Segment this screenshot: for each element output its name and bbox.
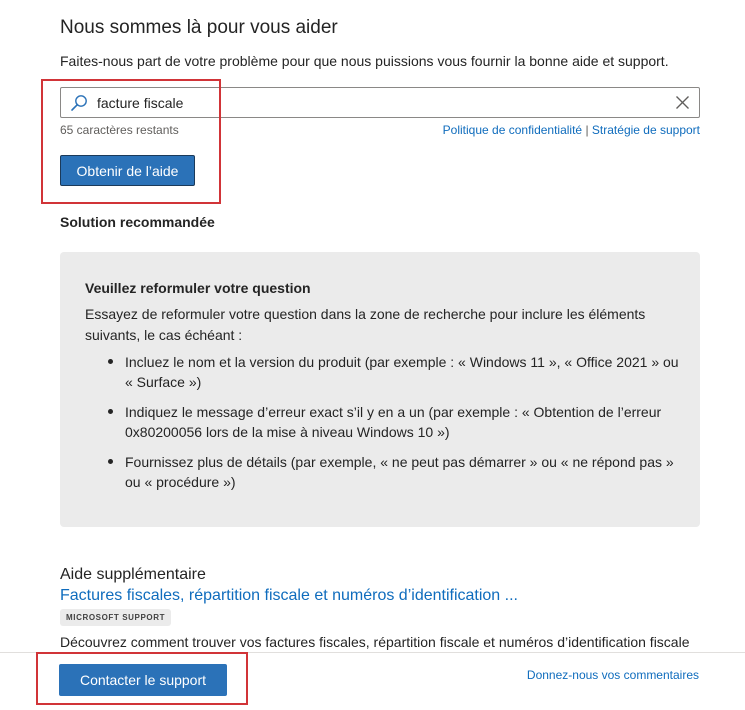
suggestion-list bbox=[85, 352, 685, 502]
list-item: Fournissez plus de détails (par exemple, « ne peut pas démarrer » ou « ne répond pas » ou « procédure ») bbox=[85, 452, 685, 492]
article-description: Découvrez comment trouver vos factures fiscales, répartition fiscale et numéros d’identification fiscale bbox=[60, 634, 690, 650]
close-icon[interactable] bbox=[675, 95, 690, 110]
support-policy-link[interactable]: Stratégie de support bbox=[591, 123, 700, 137]
panel-description: Essayez de reformuler votre question dans la zone de recherche pour inclure les éléments suivants, le cas échéant : bbox=[85, 306, 646, 343]
recommended-heading: Solution recommandée bbox=[60, 214, 215, 230]
intro-text: Faites-nous part de votre problème pour que nous puissions vous fournir la bonne aide et support. bbox=[60, 53, 669, 69]
contact-support-button[interactable]: Contacter le support bbox=[59, 664, 227, 696]
list-item: Indiquez le message d’erreur exact s’il y en a un (par exemple : « Obtention de l’erreur 0x80200056 lors de la mise à niveau Windows 10 ») bbox=[85, 402, 685, 442]
policy-links bbox=[443, 123, 700, 137]
feedback-link[interactable]: Donnez-nous vos commentaires bbox=[526, 668, 699, 682]
recommended-panel bbox=[60, 252, 700, 527]
search-highlight-frame bbox=[41, 79, 221, 204]
list-item: Incluez le nom et la version du produit (par exemple : « Windows 11 », « Office 2021 » ou « Surface ») bbox=[85, 352, 685, 392]
additional-help-heading: Aide supplémentaire bbox=[60, 566, 206, 583]
source-badge: MICROSOFT SUPPORT bbox=[60, 609, 171, 626]
chars-remaining: 65 caractères restants bbox=[60, 123, 179, 137]
page-title: Nous sommes là pour vous aider bbox=[60, 17, 338, 38]
get-help-button[interactable]: Obtenir de l’aide bbox=[60, 155, 195, 186]
panel-title: Veuillez reformuler votre question bbox=[85, 280, 311, 296]
article-link[interactable]: Factures fiscales, répartition fiscale et numéros d’identification ... bbox=[60, 587, 518, 604]
contact-highlight-frame bbox=[36, 652, 248, 705]
link-separator: | bbox=[585, 123, 589, 137]
privacy-link[interactable]: Politique de confidentialité bbox=[442, 123, 583, 137]
